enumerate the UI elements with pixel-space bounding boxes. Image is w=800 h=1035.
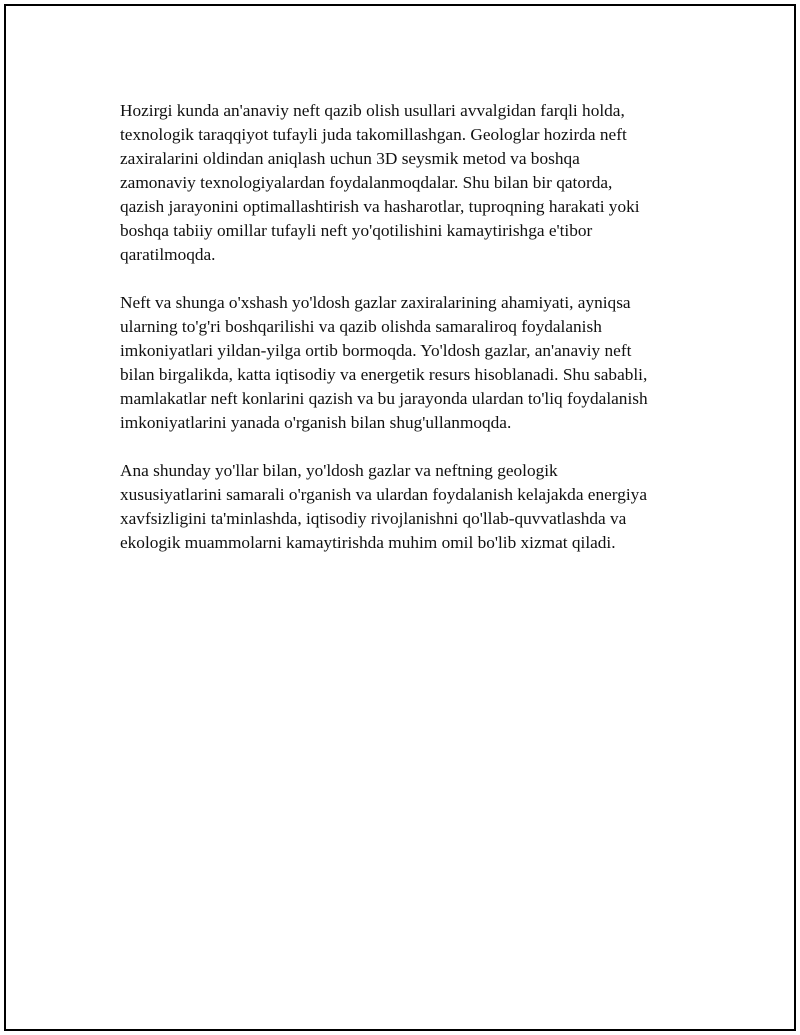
text-line: bilan birgalikda, katta iqtisodiy va energetik resurs hisoblanadi. Shu sababli,	[120, 365, 648, 384]
text-line: qaratilmoqda.	[120, 245, 216, 264]
text-line: imkoniyatlari yildan-yilga ortib bormoqda. Yo'ldosh gazlar, an'anaviy neft	[120, 341, 632, 360]
text-line: Ana shunday yo'llar bilan, yo'ldosh gazlar va neftning geologik	[120, 461, 558, 480]
text-line: Neft va shunga o'xshash yo'ldosh gazlar zaxiralarining ahamiyati, ayniqsa	[120, 293, 631, 312]
text-line: texnologik taraqqiyot tufayli juda takomillashgan. Geologlar hozirda neft	[120, 125, 627, 144]
text-line: mamlakatlar neft konlarini qazish va bu jarayonda ulardan to'liq foydalanish	[120, 389, 648, 408]
text-line: ularning to'g'ri boshqarilishi va qazib olishda samaraliroq foydalanish	[120, 317, 602, 336]
paragraph-1	[120, 99, 700, 267]
text-line: boshqa tabiiy omillar tufayli neft yo'qotilishini kamaytirishga e'tibor	[120, 221, 593, 240]
text-line: Hozirgi kunda an'anaviy neft qazib olish usullari avvalgidan farqli holda,	[120, 101, 625, 120]
text-line: zamonaviy texnologiyalardan foydalanmoqdalar. Shu bilan bir qatorda,	[120, 173, 613, 192]
text-line: xavfsizligini ta'minlashda, iqtisodiy rivojlanishni qo'llab-quvvatlashda va	[120, 509, 627, 528]
paragraph-2	[120, 291, 700, 435]
paragraph-3	[120, 459, 700, 555]
text-line: ekologik muammolarni kamaytirishda muhim omil bo'lib xizmat qiladi.	[120, 533, 616, 552]
text-line: imkoniyatlarini yanada o'rganish bilan shug'ullanmoqda.	[120, 413, 512, 432]
document-body	[120, 99, 700, 579]
text-line: zaxiralarini oldindan aniqlash uchun 3D seysmik metod va boshqa	[120, 149, 580, 168]
page-frame	[4, 4, 796, 1031]
text-line: qazish jarayonini optimallashtirish va hasharotlar, tuproqning harakati yoki	[120, 197, 640, 216]
text-line: xususiyatlarini samarali o'rganish va ulardan foydalanish kelajakda energiya	[120, 485, 647, 504]
